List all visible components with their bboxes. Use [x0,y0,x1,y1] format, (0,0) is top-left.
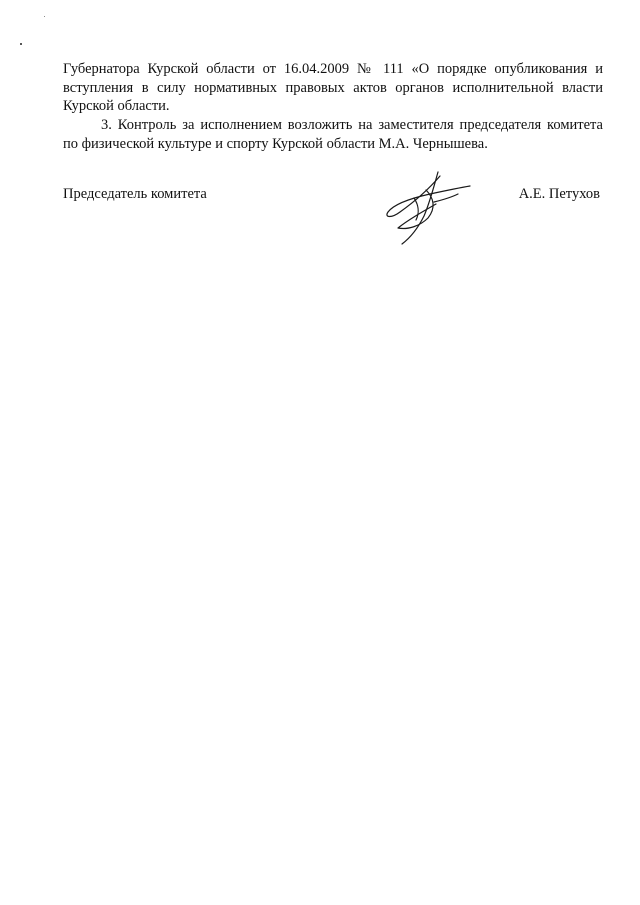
body-paragraph-1: Губернатора Курской области от 16.04.2009 № 111 «О порядке опубликования и вступления в силу нормативных правовых актов органов исполнительной власти Курской области. [63,61,603,114]
scan-speck [44,16,45,17]
body-paragraph-2: 3. Контроль за исполнением возложить на заместителя председателя комитета по физической культуре и спорту Курской области М.А. Чернышева. [63,117,603,152]
scan-speck [20,43,22,45]
signatory-name: А.Е. Петухов [518,186,600,202]
handwritten-signature [378,168,478,248]
signatory-position: Председатель комитета [63,186,207,202]
